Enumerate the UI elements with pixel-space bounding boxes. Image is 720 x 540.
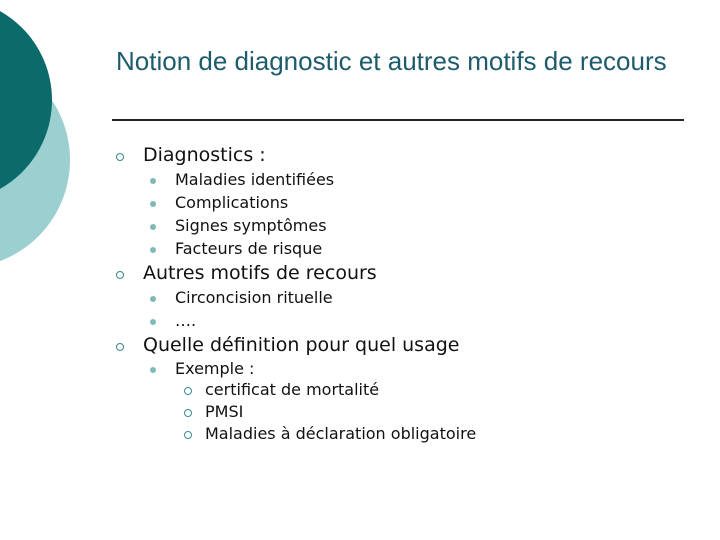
dot-bullet-icon: [150, 201, 156, 207]
dot-bullet-icon: [150, 319, 156, 325]
sub-list-item: certificat de mortalité: [205, 380, 380, 399]
section-heading-diagnostics: Diagnostics :: [143, 144, 266, 166]
list-item: Facteurs de risque: [175, 239, 323, 258]
list-item: Circoncision rituelle: [175, 288, 333, 307]
list-item: Signes symptômes: [175, 216, 327, 235]
list-item: Complications: [175, 193, 289, 212]
sub-list-item: Maladies à déclaration obligatoire: [205, 424, 477, 443]
hollow-bullet-icon: [116, 343, 124, 351]
dot-bullet-icon: [150, 224, 156, 230]
small-hollow-bullet-icon: [184, 387, 192, 395]
dot-bullet-icon: [150, 296, 156, 302]
small-hollow-bullet-icon: [184, 431, 192, 439]
dot-bullet-icon: [150, 367, 156, 373]
hollow-bullet-icon: [116, 153, 124, 161]
small-hollow-bullet-icon: [184, 409, 192, 417]
list-item: Exemple :: [175, 359, 255, 378]
hollow-bullet-icon: [116, 271, 124, 279]
sub-list-item: PMSI: [205, 402, 244, 421]
dot-bullet-icon: [150, 247, 156, 253]
list-item: Maladies identifiées: [175, 170, 335, 189]
slide-title: Notion de diagnostic et autres motifs de recours: [116, 46, 667, 76]
section-heading-autres-motifs: Autres motifs de recours: [143, 262, 377, 284]
section-heading-definition: Quelle définition pour quel usage: [143, 334, 460, 356]
list-item: ….: [175, 311, 197, 330]
dot-bullet-icon: [150, 178, 156, 184]
